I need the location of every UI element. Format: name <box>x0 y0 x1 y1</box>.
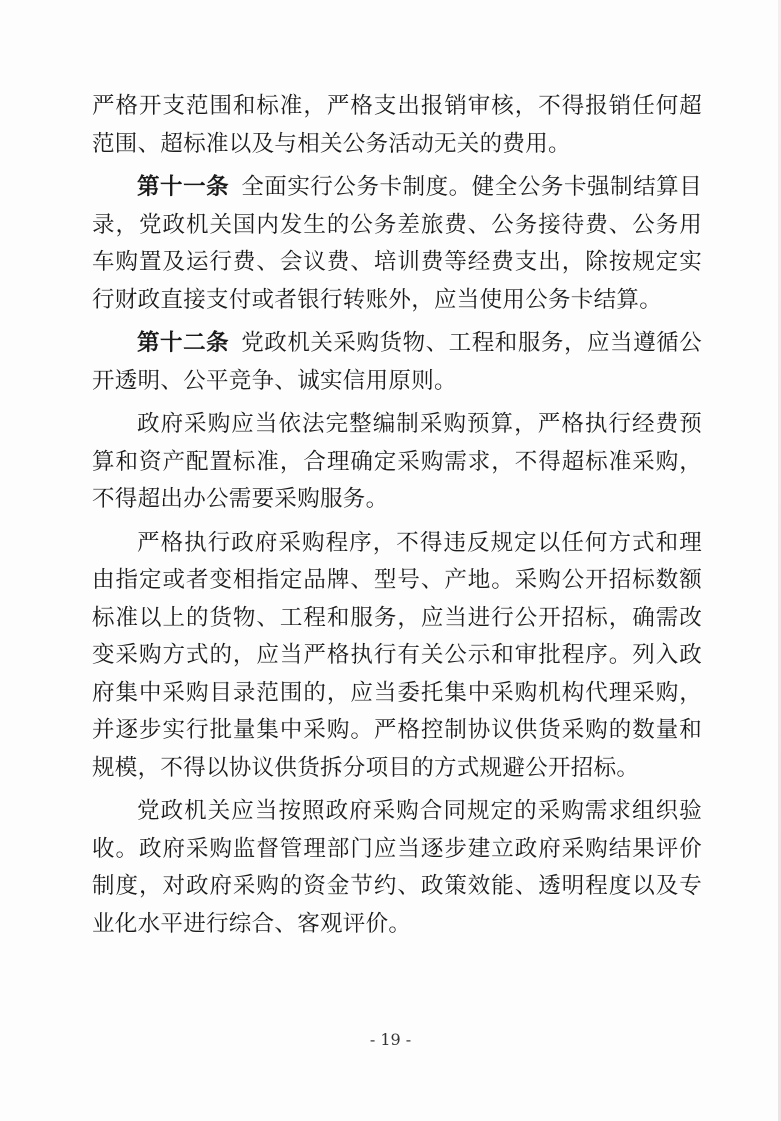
paragraph-procurement-procedure <box>92 525 702 788</box>
paragraph-procurement-budget <box>92 406 702 519</box>
paragraph-text: 政府采购应当依法完整编制采购预算，严格执行经费预算和资产配置标准，合理确定采购需求，不得超标准采购，不得超出办公需要采购服务。 <box>92 411 702 512</box>
article-heading: 第十一条 <box>137 174 230 200</box>
paragraph-text: 党政机关采购货物、工程和服务，应当遵循公开透明、公平竞争、诚实信用原则。 <box>92 330 702 394</box>
article-12 <box>92 325 702 400</box>
paragraph-acceptance <box>92 793 702 943</box>
paragraph-text: 全面实行公务卡制度。健全公务卡强制结算目录，党政机关国内发生的公务差旅费、公务接待费、公务用车购置及运行费、会议费、培训费等经费支出，除按规定实行财政直接支付或者银行转账外，应当使用公务卡结算。 <box>92 174 702 313</box>
paragraph-text: 严格开支范围和标准，严格支出报销审核，不得报销任何超范围、超标准以及与相关公务活动无关的费用。 <box>92 93 702 157</box>
paragraph-text: 党政机关应当按照政府采购合同规定的采购需求组织验收。政府采购监督管理部门应当逐步建立政府采购结果评价制度，对政府采购的资金节约、政策效能、透明程度以及专业化水平进行综合、客观评价。 <box>92 798 702 937</box>
page-number: - 19 - <box>369 1030 412 1049</box>
body-text <box>92 88 702 943</box>
paragraph-expense-scope <box>92 88 702 163</box>
paragraph-text: 严格执行政府采购程序，不得违反规定以任何方式和理由指定或者变相指定品牌、型号、产地。采购公开招标数额标准以上的货物、工程和服务，应当进行公开招标，确需改变采购方式的，应当严格执行有关公示和审批程序。列入政府集中采购目录范围的，应当委托集中采购机构代理采购，并逐步实行批量集中采购。严格控制协议供货采购的数量和规模，不得以协议供货拆分项目的方式规避公开招标。 <box>92 529 702 781</box>
article-11 <box>92 169 702 319</box>
article-heading: 第十二条 <box>137 330 230 356</box>
